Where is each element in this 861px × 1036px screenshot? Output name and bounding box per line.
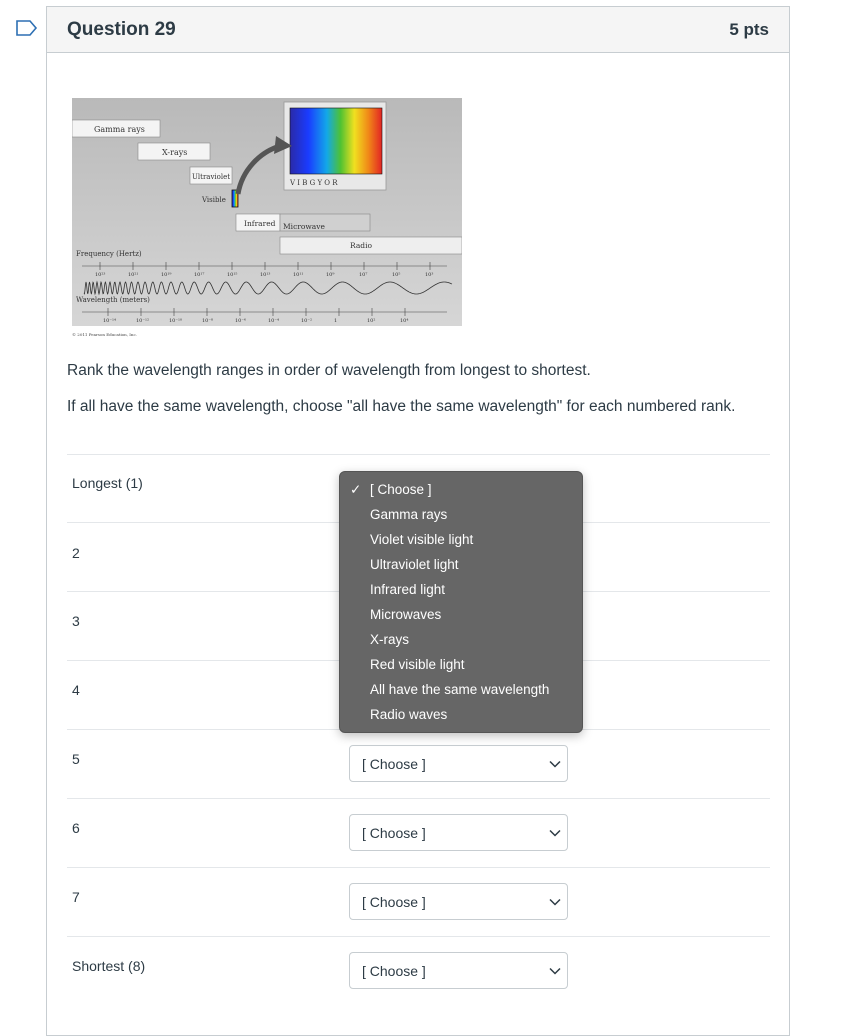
rank-label: 6 [72,820,80,836]
wave-axis-label: Wavelength (meters) [76,296,150,304]
chevron-down-icon [549,965,561,977]
question-title: Question 29 [67,19,176,40]
dropdown-option[interactable]: Gamma rays [370,507,448,522]
image-credit: © 2011 Pearson Education, Inc. [72,332,137,337]
em-spectrum-image [72,98,462,326]
wave-tick-label: 1 [334,318,338,324]
chevron-down-icon [549,827,561,839]
wave-tick-label: 10⁻⁸ [202,318,214,324]
dropdown-option[interactable]: Radio waves [370,707,448,722]
dropdown-option[interactable]: Red visible light [370,657,465,672]
freq-tick-label: 10¹⁵ [227,272,238,278]
question-header [47,7,789,53]
rank-6-select[interactable]: [ Choose ] [349,814,568,851]
rank-label: Longest (1) [72,475,143,491]
freq-tick-label: 10³ [425,272,434,278]
rank-7-select[interactable]: [ Choose ] [349,883,568,920]
wave-tick-label: 10⁻⁴ [268,318,280,324]
rank-label: 3 [72,613,80,629]
answer-row-8 [67,936,770,1006]
wave-tick-label: 10⁻¹⁴ [103,318,117,324]
dropdown-option[interactable]: All have the same wavelength [370,682,550,697]
wave-tick-label: 10⁴ [400,318,409,324]
rank-8-select[interactable]: [ Choose ] [349,952,568,989]
rank-label: 7 [72,889,80,905]
dropdown-option[interactable]: Microwaves [370,607,442,622]
rank-dropdown-menu[interactable] [339,471,583,733]
answer-row-5 [67,729,770,799]
rank-label: 2 [72,545,80,561]
freq-tick-label: 10⁹ [326,272,335,278]
chevron-down-icon [549,896,561,908]
question-points: 5 pts [729,20,769,39]
band-xrays: X-rays [162,148,188,157]
freq-tick-label: 10²¹ [128,272,139,278]
freq-tick-label: 10²³ [95,272,106,278]
freq-tick-label: 10⁷ [359,272,368,278]
band-radio: Radio [350,241,373,250]
wave-tick-label: 10² [367,318,376,324]
wave-tick-label: 10⁻¹⁰ [169,318,183,324]
question-instruction: If all have the same wavelength, choose "all have the same wavelength" for each numbered rank. [67,398,736,415]
band-visible: Visible [202,196,226,204]
rank-label: 5 [72,751,80,767]
band-infrared: Infrared [244,219,276,228]
band-microwave: Microwave [283,222,325,231]
band-gamma: Gamma rays [94,125,145,134]
rank-label: Shortest (8) [72,958,146,974]
rank-5-select[interactable]: [ Choose ] [349,745,568,782]
freq-tick-label: 10¹¹ [293,272,304,278]
answer-row-6 [67,798,770,868]
rank-label: 4 [72,682,80,698]
dropdown-option[interactable]: Infrared light [370,582,446,597]
dropdown-option[interactable]: Ultraviolet light [370,557,459,572]
dropdown-option[interactable]: X-rays [370,632,410,647]
answer-row-7 [67,867,770,937]
flag-question-icon[interactable] [16,20,38,36]
chevron-down-icon [549,758,561,770]
question-text: Rank the wavelength ranges in order of wavelength from longest to shortest. [67,362,591,379]
freq-tick-label: 10¹⁹ [161,272,172,278]
freq-axis-label: Frequency (Hertz) [76,250,142,258]
band-uv: Ultraviolet [192,173,231,181]
dropdown-option[interactable]: [ Choose ] [370,482,432,497]
wave-tick-label: 10⁻⁶ [235,318,247,324]
freq-tick-label: 10¹³ [260,272,271,278]
wave-tick-label: 10⁻² [301,318,313,324]
checkmark-icon: ✓ [350,482,362,497]
vibgyor-label: V I B G Y O R [290,179,338,187]
dropdown-option[interactable]: Violet visible light [370,532,474,547]
wave-tick-label: 10⁻¹² [136,318,150,324]
freq-tick-label: 10¹⁷ [194,272,205,278]
freq-tick-label: 10⁵ [392,272,401,278]
